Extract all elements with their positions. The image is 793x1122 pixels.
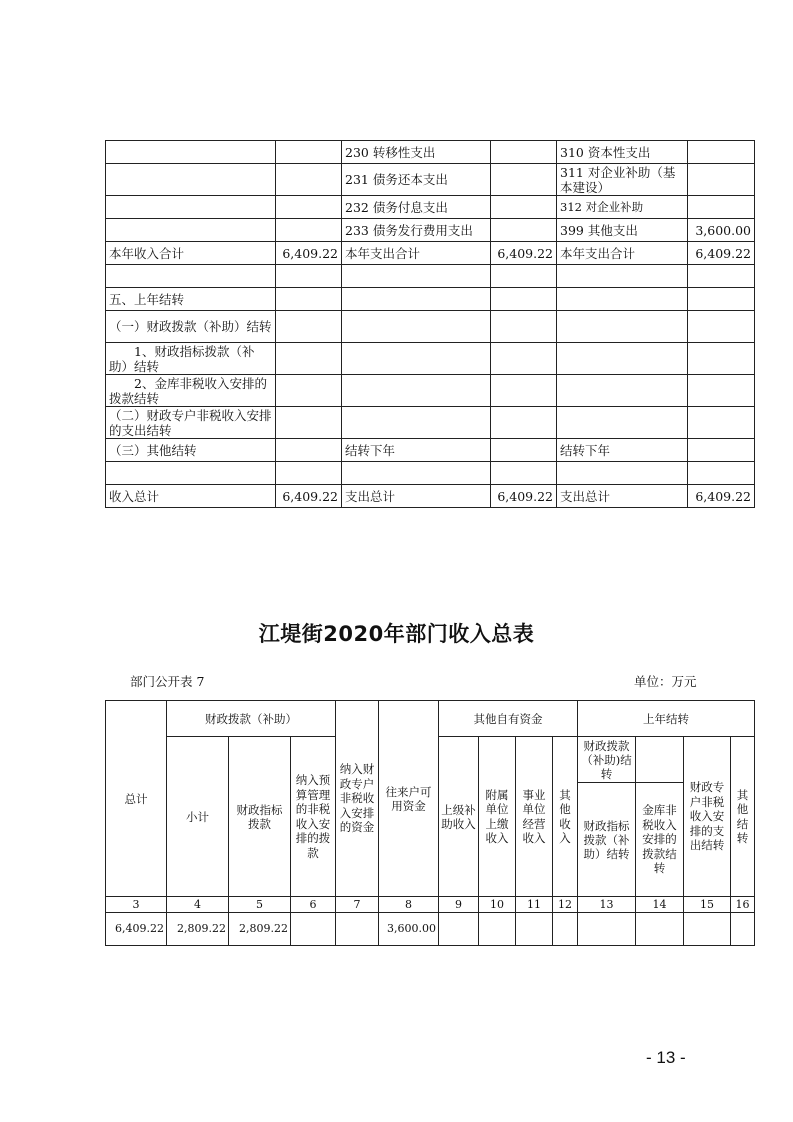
table-row: 收入总计 6,409.22 支出总计 6,409.22 支出总计 6,409.22 — [106, 485, 755, 508]
header-affiliated: 附属单位上缴收入 — [479, 737, 516, 897]
table-row: （二）财政专户非税收入安排的支出结转 — [106, 407, 755, 439]
header-special-nontax: 纳入财政专户非税收入安排的资金 — [336, 701, 379, 897]
table-row — [106, 265, 755, 288]
table-row: 233 债务发行费用支出 399 其他支出 3,600.00 — [106, 219, 755, 242]
table-row: 230 转移性支出 310 资本性支出 — [106, 141, 755, 164]
header-other-income: 其他收入 — [553, 737, 578, 897]
header-other-carry: 其他结转 — [731, 737, 755, 897]
page-title: 江堤街2020年部门收入总表 — [258, 622, 535, 646]
header-total: 总计 — [106, 701, 167, 897]
header-current-account: 往来户可用资金 — [379, 701, 439, 897]
table-row: 五、上年结转 — [106, 288, 755, 311]
header-subtotal: 小计 — [167, 737, 229, 897]
header-budget-nontax: 纳入预算管理的非税收入安排的拨款 — [291, 737, 336, 897]
header-fiscal-quota: 财政指标拨款 — [229, 737, 291, 897]
header-other-own: 其他自有资金 — [439, 701, 578, 737]
table-row: 231 债务还本支出 311 对企业补助（基本建设） — [106, 164, 755, 196]
table-row: 1、财政指标拨款（补助）结转 — [106, 343, 755, 375]
unit-label: 单位：万元 — [634, 674, 697, 689]
form-label: 部门公开表 7 — [130, 674, 205, 689]
header-fiscal: 财政拨款（补助） — [167, 701, 336, 737]
page-number: - 13 - — [646, 1048, 686, 1067]
header-treasury-carry: 金库非税收入安排的拨款结转 — [636, 783, 684, 897]
header-fiscal-quota-carry: 财政指标拨款（补助）结转 — [578, 783, 636, 897]
table-row: （一）财政拨款（补助）结转 — [106, 311, 755, 343]
table-row: （三）其他结转 结转下年 结转下年 — [106, 439, 755, 462]
header-upper-subsidy: 上级补助收入 — [439, 737, 479, 897]
value-row: 6,409.22 2,809.22 2,809.22 3,600.00 — [106, 913, 755, 946]
header-special-carry: 财政专户非税收入安排的支出结转 — [684, 737, 731, 897]
table-row: 232 债务付息支出 312 对企业补助 — [106, 196, 755, 219]
department-income-table — [105, 700, 755, 946]
budget-summary-table-continued — [105, 140, 755, 508]
header-fiscal-carry: 财政拨款（补助)结转 — [578, 737, 636, 783]
table-row: 2、金库非税收入安排的拨款结转 — [106, 375, 755, 407]
header-business: 事业单位经营收入 — [516, 737, 553, 897]
header-last-year: 上年结转 — [578, 701, 755, 737]
index-row: 3 4 5 6 7 8 9 10 11 12 13 14 15 16 — [106, 897, 755, 913]
header-row — [106, 701, 755, 737]
table-row: 本年收入合计 6,409.22 本年支出合计 6,409.22 本年支出合计 6,409.22 — [106, 242, 755, 265]
table-row — [106, 462, 755, 485]
